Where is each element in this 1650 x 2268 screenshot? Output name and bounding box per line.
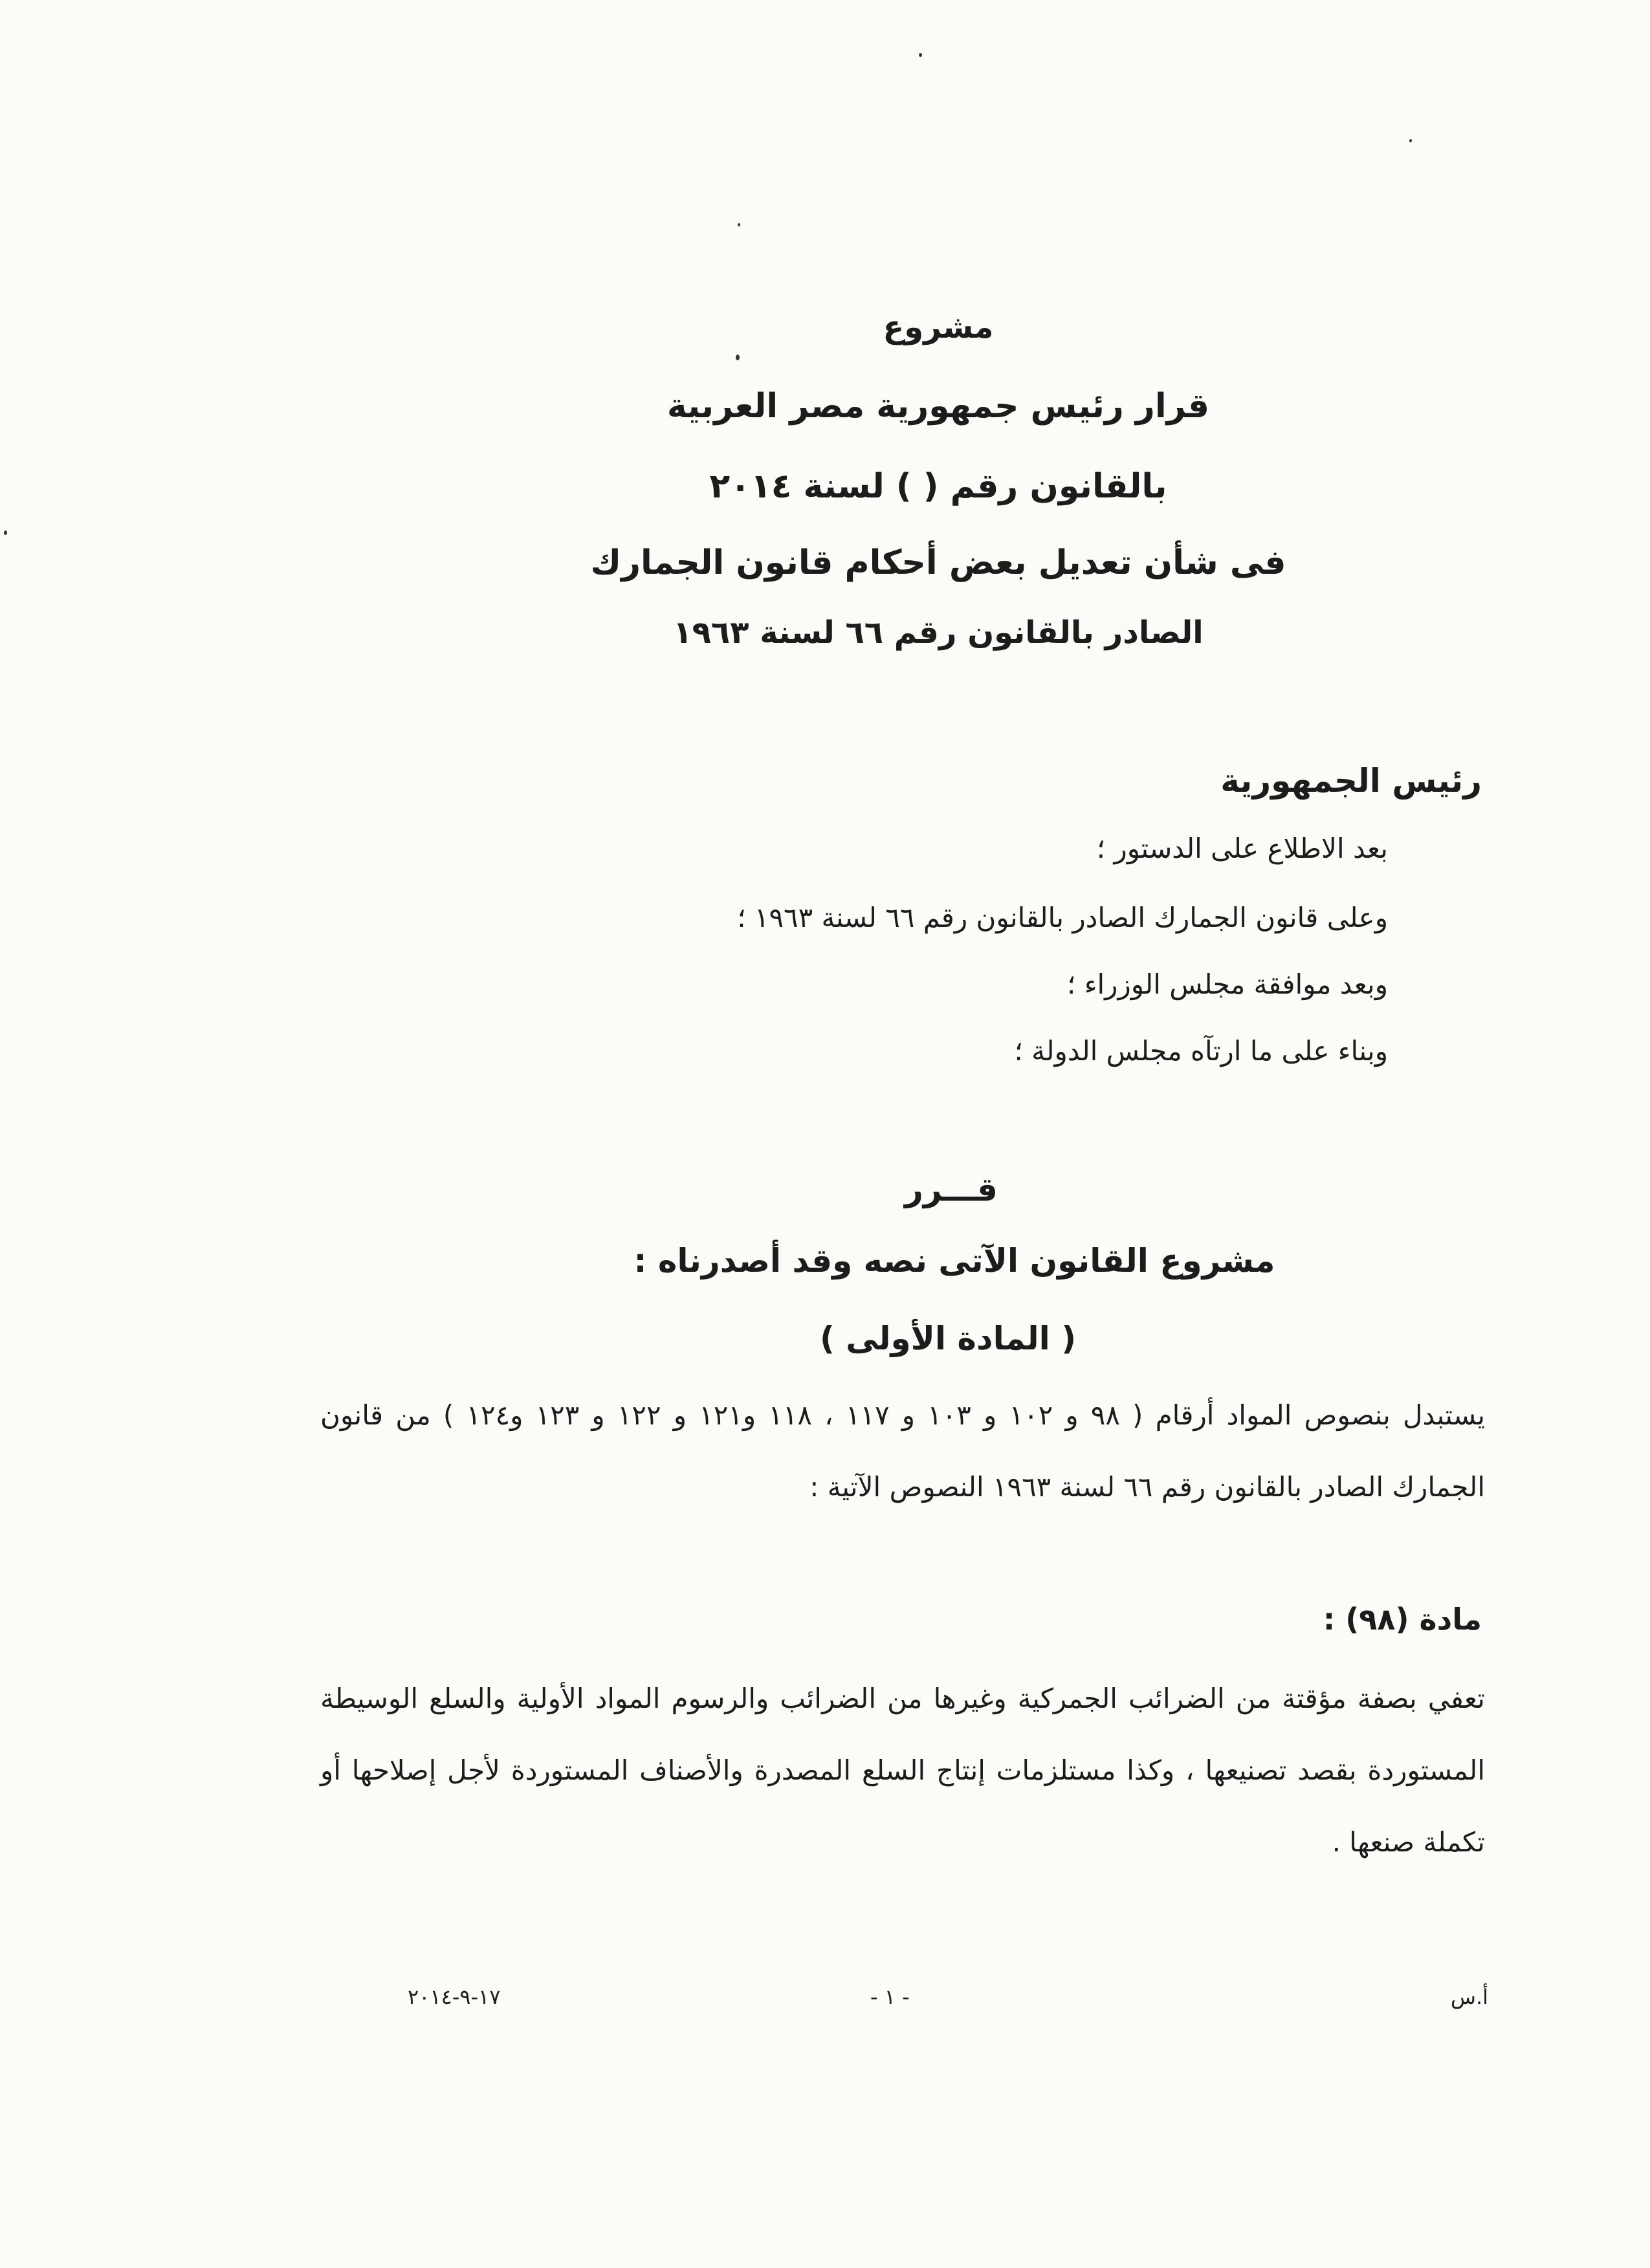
decree-word: قـــرر: [905, 1171, 998, 1208]
preamble-line: وبعد موافقة مجلس الوزراء ؛: [1067, 968, 1388, 1000]
decree-title-line-3: فى شأن تعديل بعض أحكام قانون الجمارك: [590, 543, 1286, 582]
article-one-title: ( المادة الأولى ): [819, 1320, 1077, 1357]
decree-title-line-1: قرار رئيس جمهورية مصر العربية: [666, 387, 1210, 426]
preamble-line: وبناء على ما ارتآه مجلس الدولة ؛: [1014, 1035, 1388, 1067]
decree-title-line-4: الصادر بالقانون رقم ٦٦ لسنة ١٩٦٣: [673, 615, 1204, 651]
president-heading: رئيس الجمهورية: [1220, 762, 1482, 800]
draft-label: مشروع: [883, 309, 994, 345]
scan-speck: [4, 530, 7, 535]
preamble-line: بعد الاطلاع على الدستور ؛: [1096, 833, 1388, 864]
page-number: - ١ -: [870, 1985, 910, 2009]
footer-date: ١٧-٩-٢٠١٤: [408, 1985, 501, 2009]
footer-initials: أ.س: [1450, 1985, 1488, 2009]
scan-speck: [736, 354, 740, 360]
decree-statement: مشروع القانون الآتى نصه وقد أصدرناه :: [633, 1242, 1275, 1280]
material-98-heading: مادة (٩٨) :: [1323, 1602, 1482, 1637]
scan-speck: [738, 223, 740, 226]
scan-speck: [919, 53, 922, 57]
scan-speck: [1409, 139, 1412, 142]
material-98-text: تعفي بصفة مؤقتة من الضرائب الجمركية وغيرها من الضرائب والرسوم المواد الأولية والسلع الوسيطة المستوردة بقصد تصنيعها ، وكذا مستلزمات إنتاج السلع المصدرة والأصناف المستوردة لأجل إصلاحها أو تكملة صنعها .: [320, 1683, 1485, 1858]
preamble-line: وعلى قانون الجمارك الصادر بالقانون رقم ٦٦ لسنة ١٩٦٣ ؛: [737, 902, 1388, 933]
decree-title-line-2: بالقانون رقم ( ) لسنة ٢٠١٤: [709, 467, 1167, 506]
article-one-text: يستبدل بنصوص المواد أرقام ( ٩٨ و ١٠٢ و ١٠٣ و ١١٧ ، ١١٨ و١٢١ و ١٢٢ و ١٢٣ و١٢٤ ) من قانون الجمارك الصادر بالقانون رقم ٦٦ لسنة ١٩٦٣ النصوص الآتية :: [320, 1399, 1486, 1503]
